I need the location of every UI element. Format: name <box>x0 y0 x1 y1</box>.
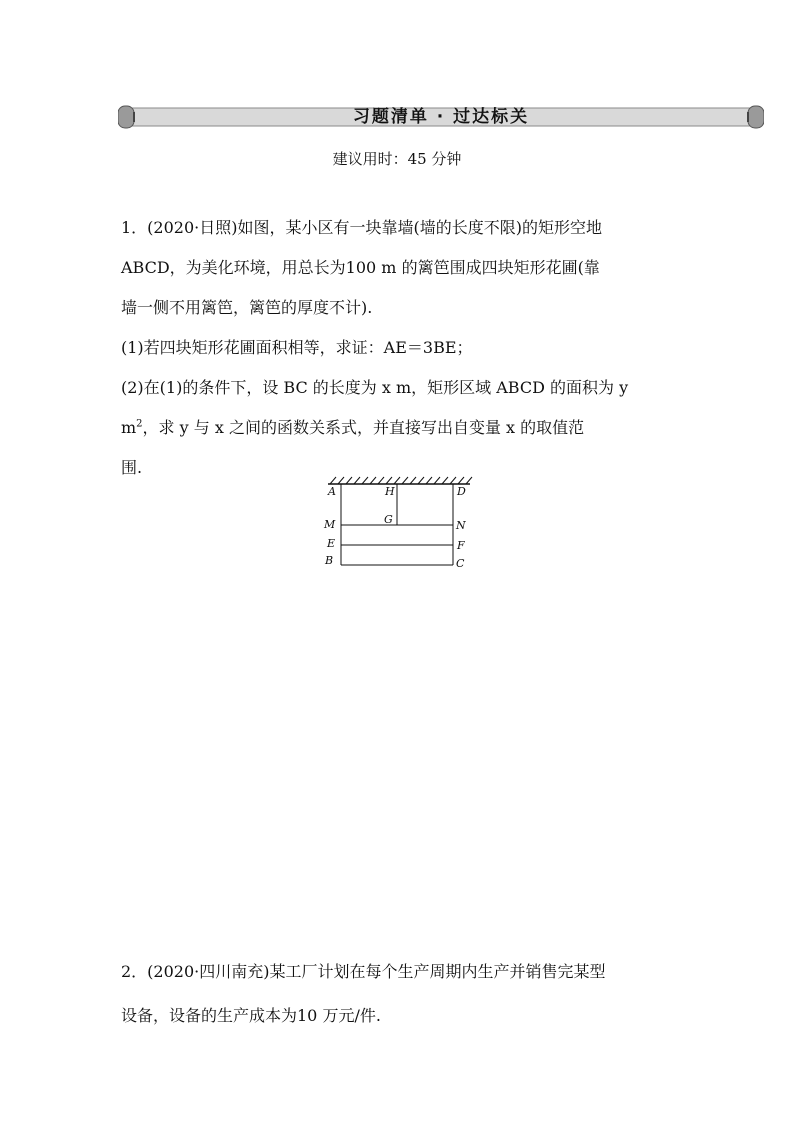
label-A: A <box>328 485 336 498</box>
problem1-line3: 墙一侧不用篱笆，篱笆的厚度不计). <box>121 298 373 317</box>
label-M: M <box>324 518 336 531</box>
problem1-part2-line2 <box>121 408 681 448</box>
problem1-part1: (1)若四块矩形花圃面积相等，求证：AE＝3BE； <box>121 338 473 357</box>
garden-figure <box>320 474 480 574</box>
label-N: N <box>456 519 466 532</box>
label-D: D <box>457 485 466 498</box>
problem1-line2: ABCD，为美化环境，用总长为100 m 的篱笆围成四块矩形花圃(靠 <box>121 258 600 277</box>
suggested-time: 建议用时：45 分钟 <box>332 150 462 168</box>
problem1-line1: 1．(2020·日照)如图，某小区有一块靠墙(墙的长度不限)的矩形空地 <box>121 218 602 237</box>
unit-superscript: 2 <box>136 418 143 430</box>
label-G: G <box>384 513 393 526</box>
section-title: 习题清单 · 过达标关 <box>352 107 530 127</box>
label-B: B <box>325 554 334 567</box>
problem1-part2-line3: 围. <box>121 458 143 477</box>
label-E: E <box>327 537 336 550</box>
unit-m: m <box>121 418 137 437</box>
section-banner <box>118 104 764 130</box>
label-C: C <box>456 557 465 570</box>
problem2-line1: 2．(2020·四川南充)某工厂计划在每个生产周期内生产并销售完某型 <box>121 962 606 981</box>
garden-diagram <box>320 474 480 574</box>
problem2-line2: 设备，设备的生产成本为10 万元/件. <box>121 1006 381 1025</box>
problem1-part2-line1: (2)在(1)的条件下，设 BC 的长度为 x m，矩形区域 ABCD 的面积为 y <box>121 378 629 397</box>
problem1-part2-line2-text: ，求 y 与 x 之间的函数关系式，并直接写出自变量 x 的取值范 <box>142 418 585 437</box>
label-H: H <box>385 485 395 498</box>
label-F: F <box>457 539 465 552</box>
